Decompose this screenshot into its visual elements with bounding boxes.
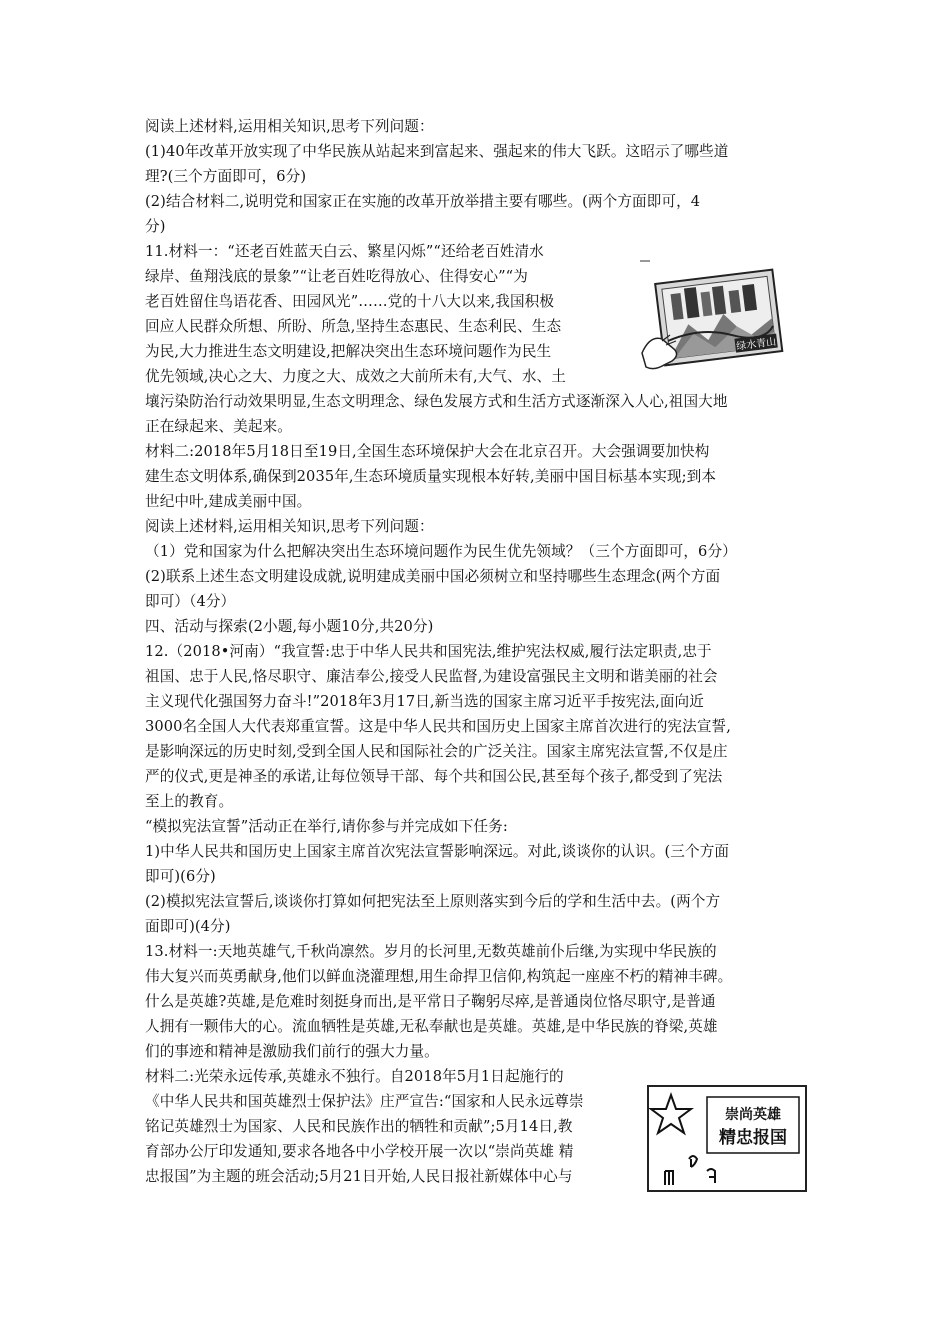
text-line: 育部办公厅印发通知,要求各地各中小学校开展一次以“崇尚英雄 精	[145, 1143, 574, 1160]
text-line: 壤污染防治行动效果明显,生态文明理念、绿色发展方式和生活方式逐渐深入人心,祖国大地	[145, 393, 728, 410]
poster-caption-line1: 崇尚英雄	[725, 1107, 781, 1123]
text-line: 忠报国”为主题的班会活动;5月21日开始,人民日报社新媒体中心与	[145, 1168, 573, 1185]
text-line: 绿岸、鱼翔浅底的景象”“让老百姓吃得放心、住得安心”“为	[145, 268, 528, 285]
text-line: （1）党和国家为什么把解决突出生态环境问题作为民生优先领域？（三个方面即可，6分）	[145, 543, 737, 560]
illustration-caption: 绿水青山	[735, 336, 777, 353]
text-line: (1)40年改革开放实现了中华民族从站起来到富起来、强起来的伟大飞跃。这昭示了哪些道	[145, 143, 729, 160]
text-line: 建生态文明体系,确保到2035年,生态环境质量实现根本好转,美丽中国目标基本实现;到本	[145, 468, 717, 485]
text-line: 伟大复兴而英勇献身,他们以鲜血浇灌理想,用生命捍卫信仰,构筑起一座座不朽的精神丰碑。	[145, 968, 733, 985]
text-line: 即可)(6分)	[145, 868, 216, 885]
text-line: 为民,大力推进生态文明建设,把解决突出生态环境问题作为民生	[145, 343, 552, 360]
text-line: 理?(三个方面即可，6分)	[145, 168, 307, 185]
text-line: 至上的教育。	[145, 793, 234, 810]
text-line: 优先领域,决心之大、力度之大、成效之大前所未有,大气、水、土	[145, 368, 566, 385]
text-line: 12.（2018•河南）“我宣誓:忠于中华人民共和国宪法,维护宪法权威,履行法定职责,忠于	[145, 643, 712, 660]
text-line: 们的事迹和精神是激励我们前行的强大力量。	[145, 1043, 439, 1060]
section-heading: 四、活动与探索(2小题,每小题10分,共20分)	[145, 618, 434, 635]
text-line: 铭记英雄烈士为国家、人民和民族作出的牺牲和贡献”;5月14日,教	[145, 1118, 573, 1135]
text-line: “模拟宪法宣誓”活动正在举行,请你参与并完成如下任务:	[145, 818, 508, 835]
hero-poster-illustration	[647, 1085, 807, 1192]
text-line: 人拥有一颗伟大的心。流血牺牲是英雄,无私奉献也是英雄。英雄,是中华民族的脊梁,英雄	[145, 1018, 718, 1035]
text-line: 《中华人民共和国英雄烈士保护法》庄严宣告:“国家和人民永远尊崇	[145, 1093, 584, 1110]
text-line: 阅读上述材料,运用相关知识,思考下列问题：	[145, 518, 434, 535]
text-line: (2)联系上述生态文明建设成就,说明建成美丽中国必须树立和坚持哪些生态理念(两个方面	[145, 568, 721, 585]
text-line: (2)结合材料二,说明党和国家正在实施的改革开放举措主要有哪些。(两个方面即可，4	[145, 193, 701, 210]
text-line: 严的仪式,更是神圣的承诺,让每位领导干部、每个共和国公民,甚至每个孩子,都受到了宪法	[145, 768, 723, 785]
text-line: 主义现代化强国努力奋斗!”2018年3月17日,新当选的国家主席习近平手按宪法,面向近	[145, 693, 704, 710]
text-line: 面即可)(4分)	[145, 918, 231, 935]
poster-caption-line2: 精忠报国	[719, 1128, 787, 1148]
text-line: 1)中华人民共和国历史上国家主席首次宪法宣誓影响深远。对此,谈谈你的认识。(三个方面	[145, 843, 730, 860]
text-line: 祖国、忠于人民,恪尽职守、廉洁奉公,接受人民监督,为建设富强民主文明和谐美丽的社会	[145, 668, 718, 685]
text-line: 3000名全国人大代表郑重宣誓。这是中华人民共和国历史上国家主席首次进行的宪法宣誓,	[145, 718, 731, 735]
text-line: 是影响深远的历史时刻,受到全国人民和国际社会的广泛关注。国家主席宪法宣誓,不仅是庄	[145, 743, 728, 760]
text-line: 阅读上述材料,运用相关知识,思考下列问题：	[145, 118, 434, 135]
text-line: 分)	[145, 218, 166, 235]
star-icon	[651, 1095, 691, 1133]
text-line: 材料二:2018年5月18日至19日,全国生态环境保护大会在北京召开。大会强调要加快构	[145, 443, 710, 460]
ecology-illustration	[640, 255, 790, 385]
text-line: (2)模拟宪法宣誓后,谈谈你打算如何把宪法至上原则落实到今后的学和生活中去。(两个方	[145, 893, 721, 910]
text-line: 材料二:光荣永远传承,英雄永不独行。自2018年5月1日起施行的	[145, 1068, 564, 1085]
text-line: 11.材料一：“还老百姓蓝天白云、繁星闪烁”“还给老百姓清水	[145, 243, 544, 260]
text-line: 回应人民群众所想、所盼、所急,坚持生态惠民、生态利民、生态	[145, 318, 562, 335]
text-line: 即可）（4分）	[145, 593, 236, 610]
text-line: 老百姓留住鸟语花香、田园风光”……党的十八大以来,我国积极	[145, 293, 555, 310]
text-line: 什么是英雄?英雄,是危难时刻挺身而出,是平常日子鞠躬尽瘁,是普通岗位恪尽职守,是普通	[145, 993, 716, 1010]
text-line: 世纪中叶,建成美丽中国。	[145, 493, 312, 510]
text-line: 正在绿起来、美起来。	[145, 418, 292, 435]
text-line: 13.材料一:天地英雄气,千秋尚凛然。岁月的长河里,无数英雄前仆后继,为实现中华民族的	[145, 943, 717, 960]
